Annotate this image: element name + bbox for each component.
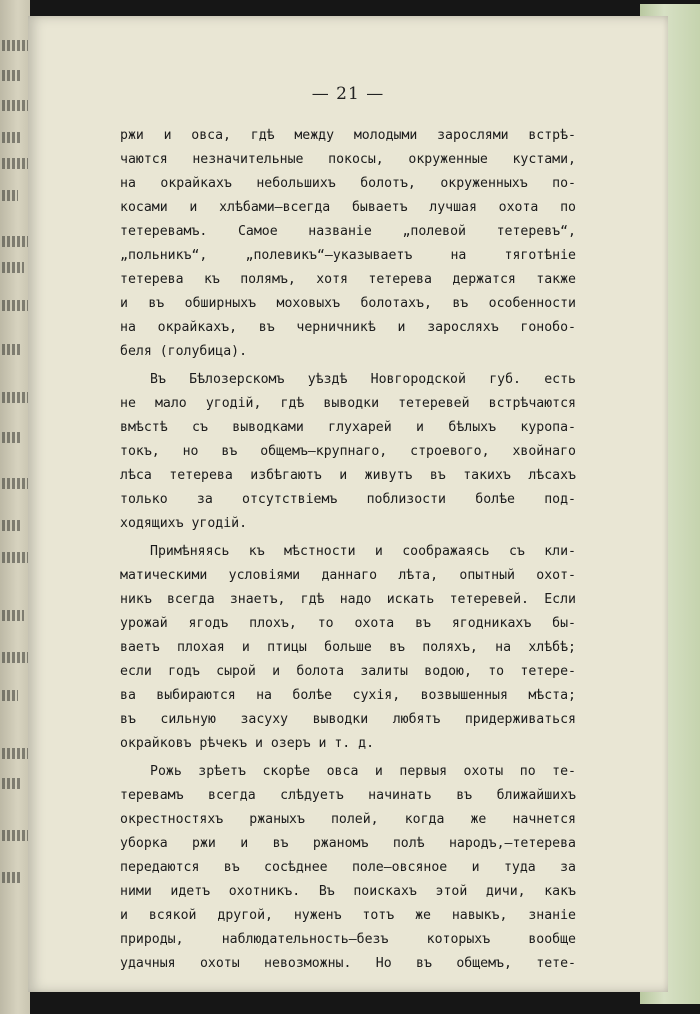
left-page-text-fragment bbox=[2, 748, 28, 759]
paragraph bbox=[120, 760, 576, 976]
text-line: не мало угодій, гдѣ выводки тетеревей встрѣчаются bbox=[120, 396, 576, 411]
text-line: тетерева къ полямъ, хотя тетерева держатся также bbox=[120, 272, 576, 287]
text-line: косами и хлѣбами—всегда бываетъ лучшая охота по bbox=[120, 200, 576, 215]
text-line: передаются въ сосѣднее поле—овсяное и туда за bbox=[120, 860, 576, 875]
left-page-edge bbox=[0, 0, 30, 1014]
left-page-text-fragment bbox=[2, 520, 20, 531]
left-page-text-fragment bbox=[2, 344, 20, 355]
left-page-text-fragment bbox=[2, 690, 18, 701]
left-page-text-fragment bbox=[2, 552, 28, 563]
text-line: Примѣняясь къ мѣстности и соображаясь съ кли- bbox=[150, 544, 576, 559]
left-page-text-fragment bbox=[2, 40, 28, 51]
text-line: ваетъ плохая и птицы больше въ поляхъ, на хлѣбѣ; bbox=[120, 640, 576, 655]
left-page-text-fragment bbox=[2, 872, 20, 883]
text-line: ва выбираются на болѣе сухія, возвышенныя мѣста; bbox=[120, 688, 576, 703]
text-line: на окрайкахъ, въ черничникѣ и заросляхъ гонобо- bbox=[120, 320, 576, 335]
page-number: — 21 — bbox=[311, 84, 385, 104]
text-line: въ сильную засуху выводки любятъ придерживаться bbox=[120, 712, 576, 727]
text-line: ржи и овса, гдѣ между молодыми зарослями встрѣ- bbox=[120, 128, 576, 143]
left-page-text-fragment bbox=[2, 830, 28, 841]
text-line: природы, наблюдательность—безъ которыхъ вообще bbox=[120, 932, 576, 947]
text-line: вмѣстѣ съ выводками глухарей и бѣлыхъ куропа- bbox=[120, 420, 576, 435]
text-line: уборка ржи и въ ржаномъ полѣ народъ,—тетерева bbox=[120, 836, 576, 851]
paragraph bbox=[120, 368, 576, 536]
page-text bbox=[120, 124, 576, 976]
left-page-text-fragment bbox=[2, 70, 20, 81]
text-line: лѣса тетерева избѣгаютъ и живутъ въ такихъ лѣсахъ bbox=[120, 468, 576, 483]
text-line: матическими условіями даннаго лѣта, опытный охот- bbox=[120, 568, 576, 583]
left-page-text-fragment bbox=[2, 300, 28, 311]
text-line: ними идетъ охотникъ. Въ поискахъ этой дичи, какъ bbox=[120, 884, 576, 899]
paragraph bbox=[120, 540, 576, 756]
left-page-text-fragment bbox=[2, 392, 28, 403]
text-line: и всякой другой, нуженъ тотъ же навыкъ, знаніе bbox=[120, 908, 576, 923]
left-page-text-fragment bbox=[2, 100, 28, 111]
text-line: тетеревамъ. Самое названіе „полевой тетеревъ“, bbox=[120, 224, 576, 239]
text-line: теревамъ всегда слѣдуетъ начинать въ ближайшихъ bbox=[120, 788, 576, 803]
text-line: окрестностяхъ ржаныхъ полей, когда же начнется bbox=[120, 812, 576, 827]
left-page-text-fragment bbox=[2, 652, 28, 663]
left-page-text-fragment bbox=[2, 610, 24, 621]
text-line: если годъ сырой и болота залиты водою, то тетере- bbox=[120, 664, 576, 679]
text-line: и въ обширныхъ моховыхъ болотахъ, въ особенности bbox=[120, 296, 576, 311]
left-page-text-fragment bbox=[2, 190, 18, 201]
book-page bbox=[28, 16, 668, 992]
left-page-text-fragment bbox=[2, 132, 22, 143]
text-line: урожай ягодъ плохъ, то охота въ ягодникахъ бы- bbox=[120, 616, 576, 631]
text-line: ходящихъ угодій. bbox=[120, 516, 248, 531]
left-page-text-fragment bbox=[2, 236, 28, 247]
text-line: Рожь зрѣетъ скорѣе овса и первыя охоты по те- bbox=[150, 764, 576, 779]
left-page-text-fragment bbox=[2, 478, 28, 489]
left-page-text-fragment bbox=[2, 432, 22, 443]
text-line: окрайковъ рѣчекъ и озеръ и т. д. bbox=[120, 736, 375, 751]
text-line: на окрайкахъ небольшихъ болотъ, окруженныхъ по- bbox=[120, 176, 576, 191]
paragraph bbox=[120, 124, 576, 364]
left-page-text-fragment bbox=[2, 158, 28, 169]
left-page-text-fragment bbox=[2, 262, 24, 273]
text-line: чаются незначительные покосы, окруженные кустами, bbox=[120, 152, 576, 167]
text-line: только за отсутствіемъ поблизости болѣе под- bbox=[120, 492, 576, 507]
text-line: „польникъ“, „полевикъ“—указываетъ на тяготѣніе bbox=[120, 248, 576, 263]
text-line: беля (голубица). bbox=[120, 344, 248, 359]
text-line: Въ Бѣлозерскомъ уѣздѣ Новгородской губ. есть bbox=[150, 372, 576, 387]
left-page-text-fragment bbox=[2, 778, 22, 789]
text-line: никъ всегда знаетъ, гдѣ надо искать тетеревей. Если bbox=[120, 592, 576, 607]
text-line: удачныя охоты невозможны. Но въ общемъ, тете- bbox=[120, 956, 576, 971]
text-line: токъ, но въ общемъ—крупнаго, строевого, хвойнаго bbox=[120, 444, 576, 459]
